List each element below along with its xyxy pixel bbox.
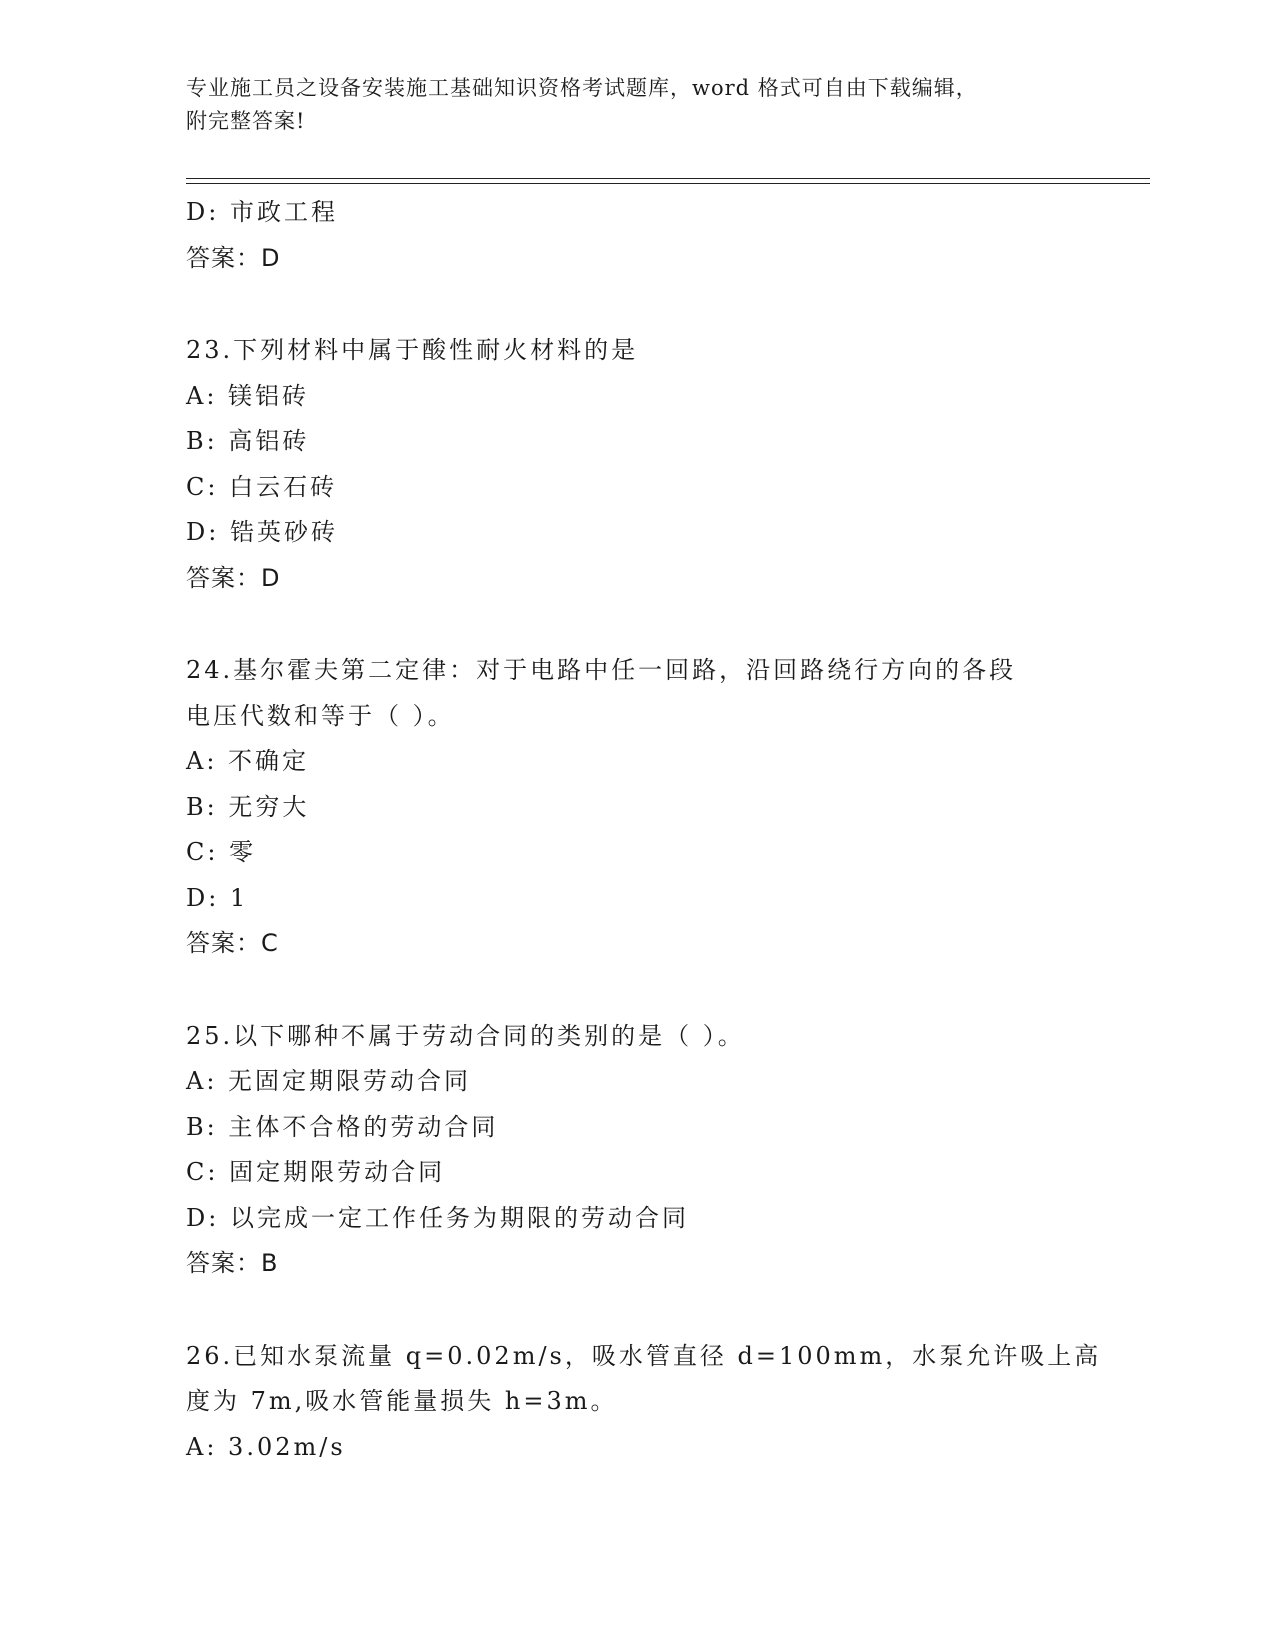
question-stem-line-1: 26.已知水泵流量 q=0.02m/s，吸水管直径 d=100mm，水泵允许吸上高 (186, 1341, 1102, 1370)
question-stem: 25.以下哪种不属于劳动合同的类别的是（ ）。 (186, 1021, 745, 1050)
option-b: B: 无穷大 (186, 792, 310, 821)
question-25 (186, 1014, 1116, 1287)
header-divider-bottom (186, 183, 1150, 184)
option-d: D: 锆英砂砖 (186, 518, 338, 546)
option-a: A: 不确定 (186, 747, 310, 775)
header-divider-top (186, 178, 1150, 179)
option-b: B: 主体不合格的劳动合同 (186, 1112, 499, 1141)
option-a: A: 镁铝砖 (186, 381, 310, 410)
answer: 答案：C (186, 929, 279, 957)
answer: 答案：B (186, 1249, 279, 1277)
option-d: D: 以完成一定工作任务为期限的劳动合同 (186, 1203, 689, 1232)
question-24 (186, 648, 1116, 967)
question-26 (186, 1334, 1116, 1471)
option-c: C: 白云石砖 (186, 472, 338, 501)
document-header (186, 72, 1086, 138)
spacer (186, 967, 1116, 1014)
question-content (186, 190, 1116, 1470)
spacer (186, 601, 1116, 648)
option-a: A: 3.02m/s (186, 1432, 346, 1461)
question-stem-line-2: 电压代数和等于（ ）。 (186, 701, 455, 730)
option-b: B: 高铝砖 (186, 427, 310, 455)
spacer (186, 281, 1116, 328)
option-d: D: 1 (186, 883, 249, 912)
prev-answer: 答案：D (186, 243, 281, 272)
question-stem-line-1: 24.基尔霍夫第二定律：对于电路中任一回路，沿回路绕行方向的各段 (186, 656, 1017, 684)
prev-option-d: D: 市政工程 (186, 198, 338, 226)
question-stem: 23.下列材料中属于酸性耐火材料的是 (186, 336, 639, 364)
option-a: A: 无固定期限劳动合同 (186, 1067, 472, 1095)
header-line-1: 专业施工员之设备安装施工基础知识资格考试题库，word 格式可自由下载编辑， (186, 76, 978, 100)
spacer (186, 1287, 1116, 1334)
option-c: C: 零 (186, 838, 257, 866)
option-c: C: 固定期限劳动合同 (186, 1158, 446, 1186)
question-23 (186, 328, 1116, 601)
header-line-2: 附完整答案! (186, 109, 306, 133)
answer: 答案：D (186, 563, 281, 592)
question-stem-line-2: 度为 7m,吸水管能量损失 h=3m。 (186, 1387, 618, 1415)
